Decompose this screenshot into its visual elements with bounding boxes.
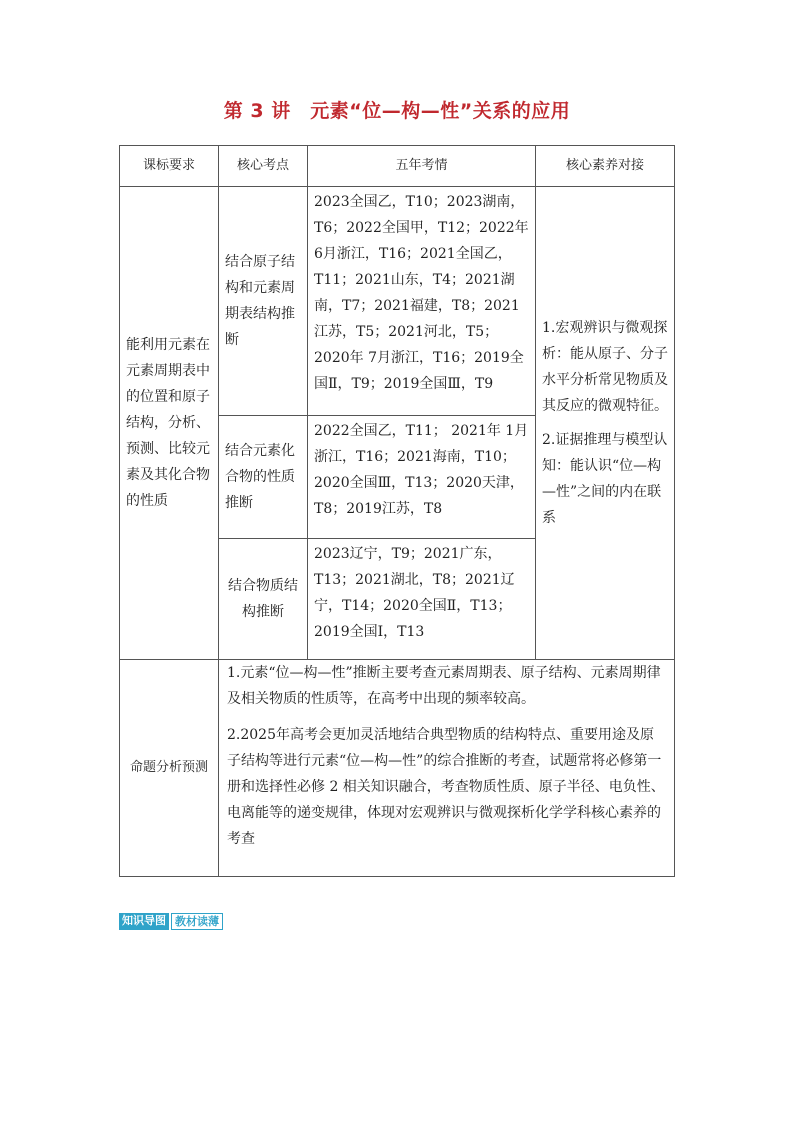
history-1	[307, 186, 536, 416]
header-key-points: 核心考点	[218, 145, 308, 187]
header-literacy: 核心素养对接	[535, 145, 675, 187]
tag-knowledge-map: 知识导图	[119, 913, 169, 930]
exam-table	[119, 145, 675, 877]
history-2	[307, 415, 536, 539]
section-tags	[119, 913, 223, 930]
history-3-text: 2023辽宁，T9；2021广东，T13；2021湖北，T8；2021辽宁，T14；2020全国Ⅱ，T13；2019全国Ⅰ，T13	[314, 546, 515, 640]
history-2-text: 2022全国乙，T11； 2021年 1月浙江，T16；2021海南，T10；2020全国Ⅲ，T13；2020天津，T8；2019江苏，T8	[314, 423, 529, 517]
page-title: 第 3 讲 元素“位—构—性”关系的应用	[223, 100, 571, 122]
requirement-cell	[119, 186, 219, 660]
key-point-2	[218, 415, 308, 539]
key-point-1	[218, 186, 308, 416]
key-point-1-text: 结合原子结构和元素周期表结构推断	[225, 254, 295, 348]
tag-textbook-reading: 教材读薄	[171, 913, 223, 930]
key-point-3	[218, 538, 308, 660]
header-requirement: 课标要求	[119, 145, 219, 187]
key-point-2-text: 结合元素化合物的性质推断	[225, 443, 295, 511]
prediction-label: 命题分析预测	[119, 659, 219, 877]
prediction-cell	[218, 659, 675, 877]
prediction-2: 2.2025年高考会更加灵活地结合典型物质的结构特点、重要用途及原子结构等进行元素“位—构—性”的综合推断的考查，试题常将必修第一册和选择性必修 2 相关知识融合，考查物质性质、原子半径、电负性、电离能等的递变规律，体现对宏观辨识与微观探析化学学科核心素养的考查	[227, 727, 665, 847]
key-point-3-text: 结合物质结构推断	[228, 578, 298, 620]
literacy-2: 2.证据推理与模型认知：能认识“位—构—性”之间的内在联系	[542, 432, 668, 526]
requirement-text: 能利用元素在元素周期表中的位置和原子结构，分析、预测、比较元素及其化合物的性质	[126, 337, 210, 509]
history-3	[307, 538, 536, 660]
literacy-1: 1.宏观辨识与微观探析：能从原子、分子水平分析常见物质及其反应的微观特征。	[542, 320, 668, 414]
prediction-1: 1.元素“位—构—性”推断主要考查元素周期表、原子结构、元素周期律及相关物质的性质等，在高考中出现的频率较高。	[227, 665, 661, 707]
history-1-text: 2023全国乙，T10；2023湖南，T6；2022全国甲，T12；2022年 6月浙江，T16；2021全国乙，T11；2021山东，T4；2021湖南，T7；2021福建，T8；2021江苏，T5；2021河北，T5；2020年 7月浙江，T16；2019全国Ⅱ，T9；2019全国Ⅲ，T9	[314, 194, 529, 392]
header-five-year: 五年考情	[307, 145, 536, 187]
literacy-cell	[535, 186, 675, 660]
